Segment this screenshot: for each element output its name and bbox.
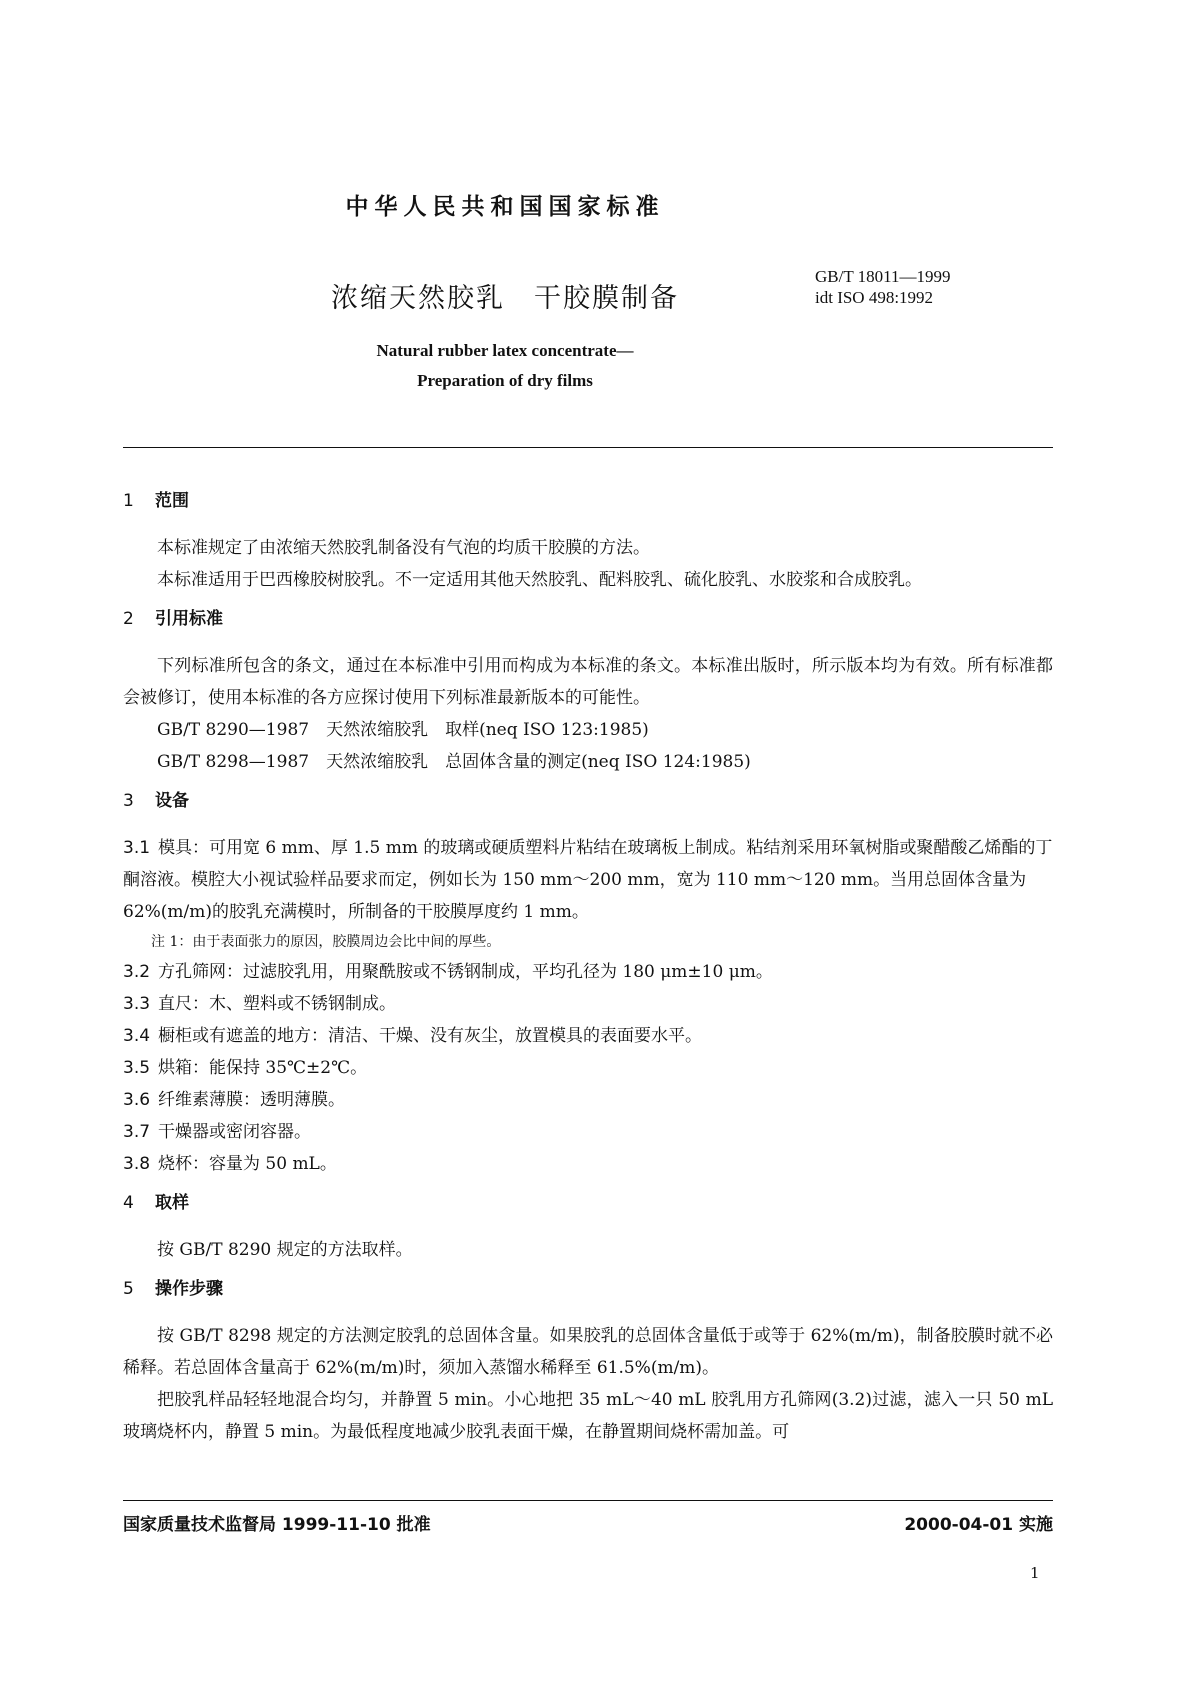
section-title: 引用标准 <box>155 609 223 629</box>
document-body <box>123 478 1053 1448</box>
document-title-en <box>0 336 1010 396</box>
section-title: 设备 <box>155 791 189 811</box>
section-title: 操作步骤 <box>155 1279 223 1299</box>
footer-divider <box>123 1500 1053 1501</box>
clause-number: 3.5 <box>123 1058 151 1078</box>
clause-text: 直尺：木、塑料或不锈钢制成。 <box>158 994 396 1014</box>
clause-item <box>123 1020 1053 1052</box>
clause-text: 方孔筛网：过滤胶乳用，用聚酰胺或不锈钢制成，平均孔径为 180 μm±10 μm。 <box>158 962 773 982</box>
clause-item <box>123 1116 1053 1148</box>
section-number: 4 <box>123 1193 134 1213</box>
section-1-heading <box>123 484 1053 518</box>
clause-item <box>123 1084 1053 1116</box>
section-number: 2 <box>123 609 134 629</box>
section-number: 3 <box>123 791 134 811</box>
national-standard-heading: 中华人民共和国国家标准 <box>345 194 665 220</box>
reference-item: GB/T 8298—1987 天然浓缩胶乳 总固体含量的测定(neq ISO 124:1985) <box>157 752 751 772</box>
section-5-heading <box>123 1272 1053 1306</box>
section-number: 1 <box>123 491 134 511</box>
clause-text: 干燥器或密闭容器。 <box>158 1122 311 1142</box>
clause-number: 3.4 <box>123 1026 151 1046</box>
clause-item <box>123 1148 1053 1180</box>
clause-item <box>123 1052 1053 1084</box>
approval-date: 国家质量技术监督局 1999-11-10 批准 <box>123 1515 431 1535</box>
note: 注 1：由于表面张力的原因，胶膜周边会比中间的厚些。 <box>151 934 501 950</box>
clause-text: 橱柜或有遮盖的地方：清洁、干燥、没有灰尘，放置模具的表面要水平。 <box>158 1026 702 1046</box>
title-en-line2: Preparation of dry films <box>417 371 593 390</box>
section-4-heading <box>123 1186 1053 1220</box>
clause-item <box>123 832 1053 928</box>
clause-number: 3.1 <box>123 838 151 858</box>
section-title: 范围 <box>155 491 189 511</box>
paragraph: 本标准规定了由浓缩天然胶乳制备没有气泡的均质干胶膜的方法。 <box>157 538 650 558</box>
reference-item: GB/T 8290—1987 天然浓缩胶乳 取样(neq ISO 123:1985) <box>157 720 649 740</box>
standard-number-iso: idt ISO 498:1992 <box>815 288 934 307</box>
clause-text: 烘箱：能保持 35℃±2℃。 <box>158 1058 368 1078</box>
header-divider <box>123 447 1053 448</box>
page-number: 1 <box>1030 1564 1040 1582</box>
title-en-line1: Natural rubber latex concentrate— <box>376 341 634 360</box>
clause-item <box>123 956 1053 988</box>
standard-number-gb: GB/T 18011—1999 <box>815 267 951 286</box>
clause-text: 模具：可用宽 6 mm、厚 1.5 mm 的玻璃或硬质塑料片粘结在玻璃板上制成。粘结剂采用环氧树脂或聚醋酸乙烯酯的丁酮溶液。模腔大小视试验样品要求而定，例如长为 150 mm～200 mm，宽为 110 mm～120 mm。当用总固体含量为 62%(m/m)的胶乳充满模时，所制备的干胶膜厚度约 1 mm。 <box>123 838 1053 922</box>
paragraph: 本标准适用于巴西橡胶树胶乳。不一定适用其他天然胶乳、配料胶乳、硫化胶乳、水胶浆和合成胶乳。 <box>157 570 922 590</box>
section-3-heading <box>123 784 1053 818</box>
effective-date: 2000-04-01 实施 <box>904 1515 1053 1535</box>
paragraph: 按 GB/T 8290 规定的方法取样。 <box>157 1240 413 1260</box>
clause-number: 3.3 <box>123 994 151 1014</box>
clause-number: 3.8 <box>123 1154 151 1174</box>
section-number: 5 <box>123 1279 134 1299</box>
clause-text: 烧杯：容量为 50 mL。 <box>158 1154 337 1174</box>
clause-number: 3.6 <box>123 1090 151 1110</box>
paragraph: 下列标准所包含的条文，通过在本标准中引用而构成为本标准的条文。本标准出版时，所示版本均为有效。所有标准都会被修订，使用本标准的各方应探讨使用下列标准最新版本的可能性。 <box>123 656 1053 708</box>
paragraph: 按 GB/T 8298 规定的方法测定胶乳的总固体含量。如果胶乳的总固体含量低于或等于 62%(m/m)，制备胶膜时就不必稀释。若总固体含量高于 62%(m/m)时，须加入蒸馏水稀释至 61.5%(m/m)。 <box>123 1326 1053 1378</box>
clause-text: 纤维素薄膜：透明薄膜。 <box>158 1090 345 1110</box>
document-title-cn: 浓缩天然胶乳 干胶膜制备 <box>331 283 679 314</box>
section-title: 取样 <box>155 1193 189 1213</box>
standard-number <box>815 266 951 308</box>
section-2-heading <box>123 602 1053 636</box>
clause-number: 3.7 <box>123 1122 151 1142</box>
clause-item <box>123 988 1053 1020</box>
clause-number: 3.2 <box>123 962 151 982</box>
paragraph: 把胶乳样品轻轻地混合均匀，并静置 5 min。小心地把 35 mL～40 mL 胶乳用方孔筛网(3.2)过滤，滤入一只 50 mL 玻璃烧杯内，静置 5 min。为最低程度地减少胶乳表面干燥，在静置期间烧杯需加盖。可 <box>123 1390 1053 1442</box>
